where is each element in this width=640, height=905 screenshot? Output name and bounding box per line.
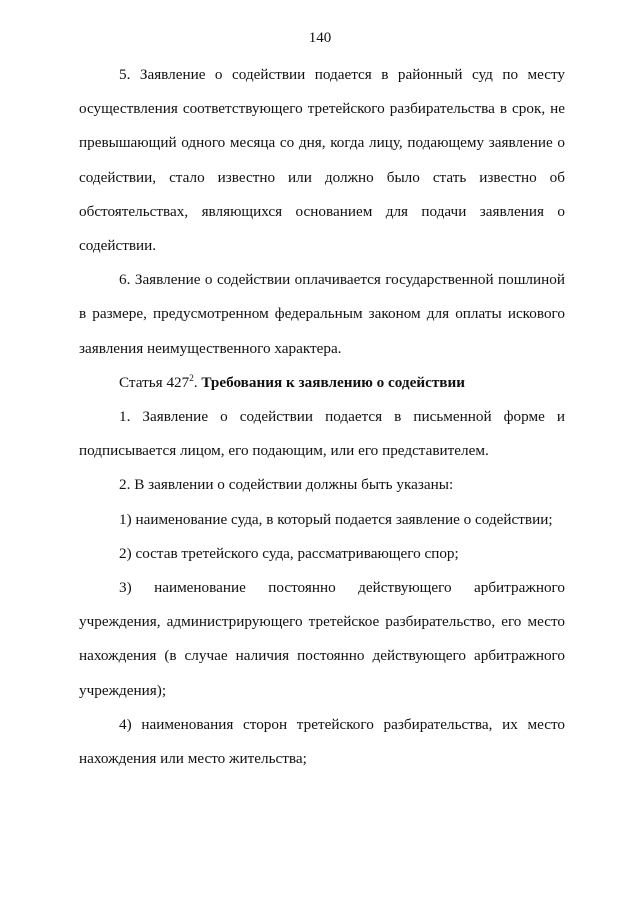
page-number: 140 [308, 30, 332, 46]
article-separator: . [193, 373, 202, 391]
document-body [79, 58, 565, 776]
article-label: Статья 427 [119, 373, 190, 391]
article-superscript: 2 [189, 372, 194, 383]
article-heading [79, 366, 565, 400]
paragraph-5: 5. Заявление о содействии подается в районный суд по месту осуществления соответствующего третейского разбирательства в срок, не превышающий одного месяца со дня, когда лицу, подающему заявление о содействии, стало известно или должно было стать известно об обстоятельствах, являющихся основанием для подачи заявления о содействии. [79, 66, 565, 255]
subitem-2: 2) состав третейского суда, рассматривающего спор; [119, 544, 459, 562]
paragraph-6: 6. Заявление о содействии оплачивается государственной пошлиной в размере, предусмотренном федеральным законом для оплаты искового заявления неимущественного характера. [79, 271, 565, 357]
item-1: 1. Заявление о содействии подается в письменной форме и подписывается лицом, его подающим, или его представителем. [79, 408, 565, 460]
item-2: 2. В заявлении о содействии должны быть указаны: [119, 476, 454, 494]
subitem-4: 4) наименования сторон третейского разбирательства, их место нахождения или место жительства; [79, 715, 565, 768]
article-title: Требования к заявлению о содействии [201, 373, 465, 391]
subitem-1: 1) наименование суда, в который подается заявление о содействии; [119, 510, 553, 528]
subitem-3: 3) наименование постоянно действующего арбитражного учреждения, администрирующего третейское разбирательство, его место нахождения (в случае наличия постоянно действующего арбитражного учреждения); [79, 579, 565, 699]
